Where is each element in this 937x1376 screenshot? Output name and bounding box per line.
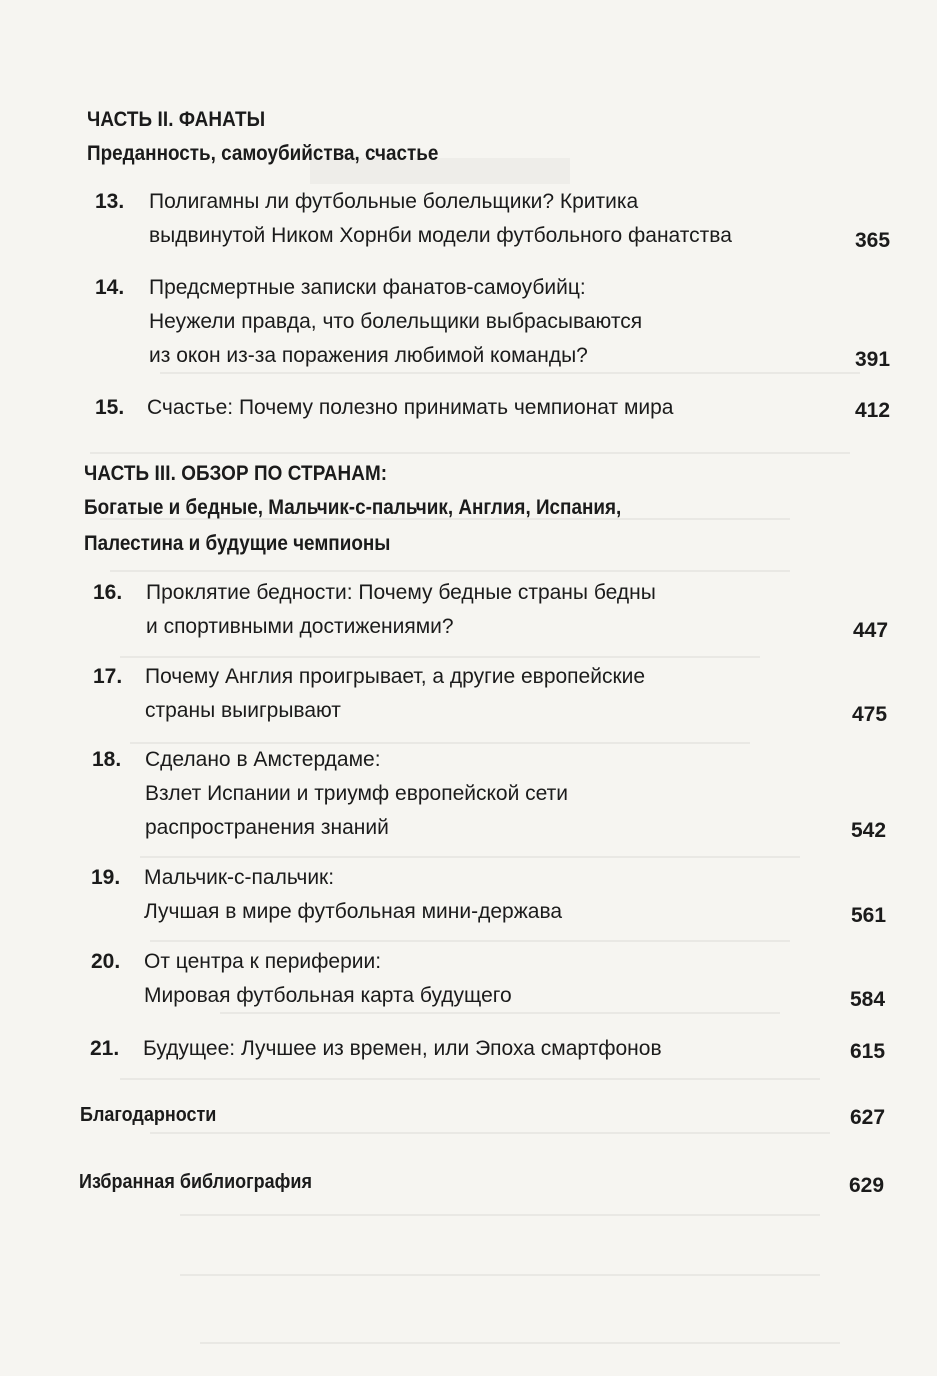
part-2-subtitle-line: Преданность, самоубийства, счастье <box>87 142 439 165</box>
chapter-title-line: Полигамны ли футбольные болельщики? Критика <box>149 190 639 213</box>
part-2-subtitle <box>87 136 438 172</box>
chapter-title <box>149 185 732 253</box>
chapter-title-line: Неужели правда, что болельщики выбрасываются <box>149 310 643 333</box>
chapter-title <box>144 945 512 1013</box>
toc-acknowledgements[interactable]: Благодарности <box>80 1104 217 1126</box>
chapter-number: 18. <box>92 748 122 771</box>
chapter-title <box>145 660 645 728</box>
chapter-title-line: распространения знаний <box>145 816 389 839</box>
chapter-title <box>146 576 656 644</box>
chapter-title-line: выдвинутой Ником Хорнби модели футбольного фанатства <box>149 224 732 247</box>
chapter-number: 20. <box>91 950 121 973</box>
page-number: 615 <box>850 1040 886 1063</box>
chapter-number: 21. <box>90 1037 120 1060</box>
chapter-title-line: Взлет Испании и триумф европейской сети <box>145 782 569 805</box>
chapter-title <box>147 391 674 425</box>
page-number: 561 <box>851 904 887 927</box>
chapter-title-line: Лучшая в мире футбольная мини-держава <box>144 900 563 923</box>
chapter-number: 15. <box>95 396 125 419</box>
chapter-number: 19. <box>91 866 121 889</box>
part-3-subtitle-line: Палестина и будущие чемпионы <box>84 532 391 555</box>
chapter-title-line: Проклятие бедности: Почему бедные страны бедны <box>146 581 656 604</box>
chapter-title-line: и спортивными достижениями? <box>146 615 454 638</box>
chapter-title-line: Счастье: Почему полезно принимать чемпионат мира <box>147 396 674 419</box>
chapter-title-line: Будущее: Лучшее из времен, или Эпоха смартфонов <box>143 1037 662 1060</box>
chapter-number: 13. <box>95 190 125 213</box>
chapter-title-line: Сделано в Амстердаме: <box>145 748 381 771</box>
page-number: 365 <box>855 229 891 252</box>
page-number: 475 <box>852 703 888 726</box>
page-number: 584 <box>850 988 886 1011</box>
chapter-number: 16. <box>93 581 123 604</box>
toc-bibliography[interactable]: Избранная библиография <box>79 1171 313 1193</box>
page-number: 391 <box>855 348 891 371</box>
chapter-title-line: Мальчик-с-пальчик: <box>144 866 335 889</box>
chapter-title-line: Мировая футбольная карта будущего <box>144 984 512 1007</box>
part-3-subtitle <box>84 490 621 562</box>
page-number: 447 <box>853 619 889 642</box>
chapter-title-line: страны выигрывают <box>145 699 341 722</box>
part-3-subtitle-line: Богатые и бедные, Мальчик-с-пальчик, Англия, Испания, <box>84 496 622 519</box>
chapter-title-line: Предсмертные записки фанатов-самоубийц: <box>149 276 586 299</box>
page-number: 542 <box>851 819 887 842</box>
chapter-title <box>144 861 562 929</box>
chapter-title-line: Почему Англия проигрывает, а другие европейские <box>145 665 646 688</box>
chapter-title <box>143 1032 662 1066</box>
chapter-title-line: из окон из-за поражения любимой команды? <box>149 344 588 367</box>
chapter-title <box>149 271 642 373</box>
part-2-title: ЧАСТЬ II. ФАНАТЫ <box>87 108 266 131</box>
chapter-number: 17. <box>93 665 123 688</box>
chapter-title-line: От центра к периферии: <box>144 950 382 973</box>
page-number: 629 <box>849 1174 885 1197</box>
page-number: 627 <box>850 1106 886 1129</box>
chapter-number: 14. <box>95 276 125 299</box>
chapter-title <box>145 743 568 845</box>
page-number: 412 <box>855 399 891 422</box>
part-3-title: ЧАСТЬ III. ОБЗОР ПО СТРАНАМ: <box>84 462 388 485</box>
